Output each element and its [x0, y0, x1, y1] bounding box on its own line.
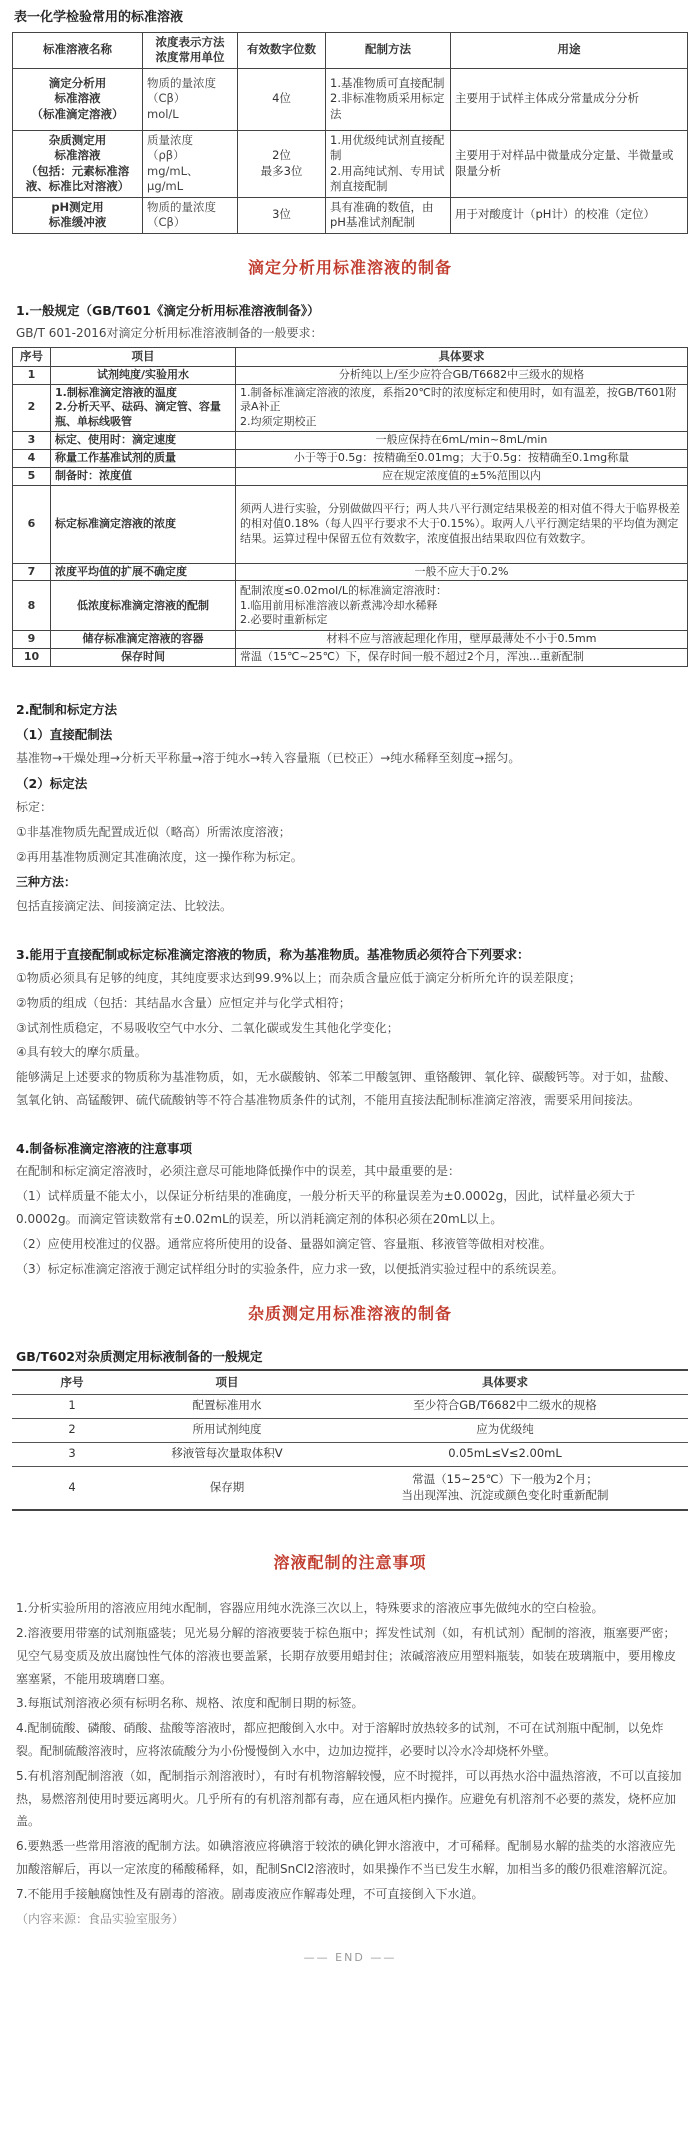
heading-precautions: 4.制备标准滴定溶液的注意事项: [16, 1140, 192, 1156]
cell-digits: 4位: [238, 68, 326, 130]
table-row: [13, 581, 688, 631]
cell-requirement: 配制浓度≤0.02mol/L的标准滴定溶液时： 1.临用前用标准溶液以新煮沸冷却水稀释 2.必要时重新标定: [236, 581, 688, 631]
cell-item: 配置标准用水: [132, 1394, 322, 1418]
intro-text: GB/T 601-2016对滴定分析用标准溶液制备的一般要求：: [16, 326, 323, 341]
cell-no: 10: [13, 649, 51, 667]
calibration-label: 标定：: [16, 800, 53, 815]
col-name: 标准溶液名称: [13, 32, 143, 68]
cell-requirement: 至少符合GB/T6682中二级水的规格: [322, 1394, 688, 1418]
heading-primary-standard: 3.能用于直接配制或标定标准滴定溶液的物质，称为基准物质。基准物质必须符合下列要求：: [16, 947, 530, 963]
cell-no: 3: [12, 1442, 132, 1466]
note-item-2: 2.溶液要用带塞的试剂瓶盛装；见光易分解的溶液要装于棕色瓶中；挥发性试剂（如，有机试剂）配制的溶液，瓶塞要严密；见空气易变质及放出腐蚀性气体的溶液也要盖紧，长期存放要用蜡封住；浓碱溶液应用塑料瓶装，如装在玻璃瓶中，要用橡皮塞塞紧，不能用玻璃磨口塞。: [16, 1625, 677, 1686]
cell-item: 保存时间: [51, 649, 236, 667]
cell-method: 1.基准物质可直接配制 2.非标准物质采用标定法: [326, 68, 451, 130]
note-item-7: 7.不能用手接触腐蚀性及有剧毒的溶液。剧毒废液应作解毒处理，不可直接倒入下水道。: [16, 1886, 484, 1901]
cell-requirement: 一般应保持在6mL/min~8mL/min: [236, 432, 688, 450]
table-row: [13, 485, 688, 563]
content-source: （内容来源：食品实验室服务）: [16, 1911, 185, 1926]
cell-requirement: 小于等于0.5g：按精确至0.01mg；大于0.5g：按精确至0.1mg称量: [236, 449, 688, 467]
table-row: [13, 384, 688, 432]
cell-name: 滴定分析用 标准溶液 （标准滴定溶液）: [13, 68, 143, 130]
cell-requirement: 常温（15℃~25℃）下，保存时间一般不超过2个月，浑浊…重新配制: [236, 649, 688, 667]
primary-standard-paragraph: 能够满足上述要求的物质称为基准物质，如，无水碳酸钠、邻苯二甲酸氢钾、重铬酸钾、氧化锌、碳酸钙等。对于如，盐酸、氢氧化钠、高锰酸钾、硫代硫酸钠等不符合基准物质条件的试剂，不能用直接法配制标准滴定溶液，需要采用间接法。: [16, 1070, 677, 1107]
cell-item: 制备时：浓度值: [51, 467, 236, 485]
cell-no: 2: [13, 384, 51, 432]
cell-no: 7: [13, 563, 51, 581]
section-title-titration: 滴定分析用标准溶液的制备: [247, 257, 452, 277]
heading-gb602: GB/T602对杂质测定用标液制备的一般规定: [16, 1349, 263, 1365]
col-method: 配制方法: [326, 32, 451, 68]
cell-requirement: 应为优级纯: [322, 1418, 688, 1442]
cell-name: pH测定用 标准缓冲液: [13, 197, 143, 233]
note-item-6: 6.要熟悉一些常用溶液的配制方法。如碘溶液应将碘溶于较浓的碘化钾水溶液中，才可稀释。配制易水解的盐类的水溶液应先加酸溶解后，再以一定浓度的稀酸稀释，如，配制SnCl2溶液时，如果操作不当已发生水解，加相当多的酸仍很难溶解沉淀。: [16, 1839, 676, 1876]
precaution-1: （1）试样质量不能太小，以保证分析结果的准确度，一般分析天平的称量误差为±0.0002g，因此，试样量必须大于0.0002g。而滴定管读数常有±0.02mL的误差，所以消耗滴定剂的体积必须在20mL以上。: [16, 1189, 636, 1227]
requirement-3: ③试剂性质稳定，不易吸收空气中水分、二氧化碳或发生其他化学变化；: [16, 1020, 399, 1035]
cell-requirement: 一般不应大于0.2%: [236, 563, 688, 581]
section-title-impurity: 杂质测定用标准溶液的制备: [247, 1304, 452, 1324]
table-row: [13, 432, 688, 450]
cell-requirement: 1.制备标准滴定溶液的浓度，系指20℃时的浓度标定和使用时，如有温差，按GB/T601附录A补正 2.均须定期校正: [236, 384, 688, 432]
cell-requirement: 0.05mL≤V≤2.00mL: [322, 1442, 688, 1466]
section-title-notes: 溶液配制的注意事项: [273, 1553, 427, 1573]
table-row: [13, 467, 688, 485]
cell-no: 2: [12, 1418, 132, 1442]
table-row: [13, 68, 688, 130]
table-row: [13, 130, 688, 197]
col-use: 用途: [451, 32, 688, 68]
heading-direct-method: （1）直接配制法: [16, 726, 113, 742]
calibration-step-1: ①非基准物质先配置成近似（略高）所需浓度溶液；: [16, 824, 291, 839]
cell-use: 主要用于试样主体成分常量成分分析: [451, 68, 688, 130]
cell-no: 6: [13, 485, 51, 563]
cell-item: 储存标准滴定溶液的容器: [51, 631, 236, 649]
cell-item: 称量工作基准试剂的质量: [51, 449, 236, 467]
col-item: 项目: [132, 1370, 322, 1394]
precaution-2: （2）应使用校准过的仪器。通常应将所使用的设备、量器如滴定管、容量瓶、移液管等做相对校准。: [16, 1236, 552, 1251]
cell-requirement: 应在规定浓度值的±5%范围以内: [236, 467, 688, 485]
cell-item: 移液管每次量取体积V: [132, 1442, 322, 1466]
table-row: [13, 366, 688, 384]
cell-item: 试剂纯度/实验用水: [51, 366, 236, 384]
table-row: [13, 631, 688, 649]
cell-no: 1: [13, 366, 51, 384]
cell-unit: 物质的量浓度 （Cβ） mol/L: [143, 68, 238, 130]
requirement-1: ①物质必须具有足够的纯度，其纯度要求达到99.9%以上；而杂质含量应低于滴定分析所允许的误差限度；: [16, 970, 581, 985]
note-item-3: 3.每瓶试剂溶液必须有标明名称、规格、浓度和配制日期的标签。: [16, 1696, 364, 1711]
col-no: 序号: [13, 348, 51, 367]
table1-caption: 表一化学检验常用的标准溶液: [14, 10, 184, 25]
col-requirement: 具体要求: [322, 1370, 688, 1394]
end-mark: —— END ——: [303, 1951, 397, 1965]
col-requirement: 具体要求: [236, 348, 688, 367]
col-unit: 浓度表示方法 浓度常用单位: [143, 32, 238, 68]
three-methods-text: 包括直接滴定法、间接滴定法、比较法。: [16, 899, 233, 914]
heading-calibration-method: （2）标定法: [16, 776, 88, 792]
table-row: [12, 1442, 688, 1466]
cell-no: 4: [13, 449, 51, 467]
table-row: [13, 449, 688, 467]
cell-no: 8: [13, 581, 51, 631]
table-row: [13, 563, 688, 581]
col-digits: 有效数字位数: [238, 32, 326, 68]
table-row: [12, 1466, 688, 1510]
col-no: 序号: [12, 1370, 132, 1394]
cell-item: 标定、使用时：滴定速度: [51, 432, 236, 450]
note-item-5: 5.有机溶剂配制溶液（如，配制指示剂溶液时），有时有机物溶解较慢，应不时搅拌，可以再热水浴中温热溶液，不可以直接加热，易燃溶剂使用时要远离明火。几乎所有的有机溶剂都有毒，应在通风柜内操作。应避免有机溶剂不必要的蒸发，烧杯应加盖。: [16, 1768, 682, 1829]
requirement-2: ②物质的组成（包括：其结晶水含量）应恒定并与化学式相符；: [16, 995, 351, 1010]
heading-general-rules: 1.一般规定（GB/T601《滴定分析用标准溶液制备》）: [16, 302, 320, 318]
cell-requirement: 分析纯以上/至少应符合GB/T6682中三级水的规格: [236, 366, 688, 384]
heading-methods: 2.配制和标定方法: [16, 702, 117, 718]
cell-use: 主要用于对样品中微量成分定量、半微量或限量分析: [451, 130, 688, 197]
precaution-3: （3）标定标准滴定溶液于测定试样组分时的实验条件，应力求一致，以便抵消实验过程中的系统误差。: [16, 1261, 564, 1276]
cell-no: 4: [12, 1466, 132, 1510]
cell-requirement: 须两人进行实验，分别做做四平行；两人共八平行测定结果极差的相对值不得大于临界极差的相对值0.18%（每人四平行要求不大于0.15%）。取两人八平行测定结果的平均值为测定结果。运算过程中保留五位有效数字，浓度值报出结果取四位有效数字。: [236, 485, 688, 563]
cell-no: 3: [13, 432, 51, 450]
cell-requirement: 材料不应与溶液起理化作用，壁厚最薄处不小于0.5mm: [236, 631, 688, 649]
col-item: 项目: [51, 348, 236, 367]
note-item-1: 1.分析实验所用的溶液应用纯水配制，容器应用纯水洗涤三次以上，特殊要求的溶液应事先做纯水的空白检验。: [16, 1601, 604, 1616]
precautions-intro: 在配制和标定滴定溶液时，必须注意尽可能地降低操作中的误差，其中最重要的是：: [16, 1164, 461, 1179]
cell-method: 具有准确的数值，由pH基准试剂配制: [326, 197, 451, 233]
standard-solution-table: [12, 32, 688, 234]
calibration-step-2: ②再用基准物质测定其准确浓度，这一操作称为标定。: [16, 849, 303, 864]
cell-item: 所用试剂纯度: [132, 1418, 322, 1442]
cell-unit: 物质的量浓度 （Cβ）: [143, 197, 238, 233]
cell-item: 低浓度标准滴定溶液的配制: [51, 581, 236, 631]
cell-item: 1.制标准滴定溶液的温度 2.分析天平、砝码、滴定管、容量瓶、单标线吸管: [51, 384, 236, 432]
cell-digits: 2位 最多3位: [238, 130, 326, 197]
requirement-4: ④具有较大的摩尔质量。: [16, 1045, 147, 1060]
cell-no: 1: [12, 1394, 132, 1418]
cell-item: 保存期: [132, 1466, 322, 1510]
cell-digits: 3位: [238, 197, 326, 233]
cell-no: 9: [13, 631, 51, 649]
note-item-4: 4.配制硫酸、磷酸、硝酸、盐酸等溶液时，都应把酸倒入水中。对于溶解时放热较多的试剂，不可在试剂瓶中配制，以免炸裂。配制硫酸溶液时，应将浓硫酸分为小份慢慢倒入水中，边加边搅拌，必要时以冷水冷却烧杯外壁。: [16, 1721, 664, 1758]
cell-name: 杂质测定用 标准溶液 （包括：元素标准溶液、标准比对溶液）: [13, 130, 143, 197]
cell-item: 浓度平均值的扩展不确定度: [51, 563, 236, 581]
cell-no: 5: [13, 467, 51, 485]
cell-unit: 质量浓度 （ρβ） mg/mL、μg/mL: [143, 130, 238, 197]
direct-method-text: 基准物→干燥处理→分析天平称量→溶于纯水→转入容量瓶（已校正）→纯水稀释至刻度→摇匀。: [16, 750, 521, 765]
table-row: [12, 1418, 688, 1442]
three-methods-label: 三种方法：: [16, 874, 77, 889]
titration-requirements-table: [12, 347, 688, 667]
table-row: [12, 1394, 688, 1418]
cell-use: 用于对酸度计（pH计）的校准（定位）: [451, 197, 688, 233]
impurity-requirements-table: [12, 1369, 688, 1511]
cell-method: 1.用优级纯试剂直接配制 2.用高纯试剂、专用试剂直接配制: [326, 130, 451, 197]
cell-requirement: 常温（15~25℃）下一般为2个月； 当出现浑浊、沉淀或颜色变化时重新配制: [322, 1466, 688, 1510]
table-row: [13, 649, 688, 667]
table-row: [13, 197, 688, 233]
cell-item: 标定标准滴定溶液的浓度: [51, 485, 236, 563]
